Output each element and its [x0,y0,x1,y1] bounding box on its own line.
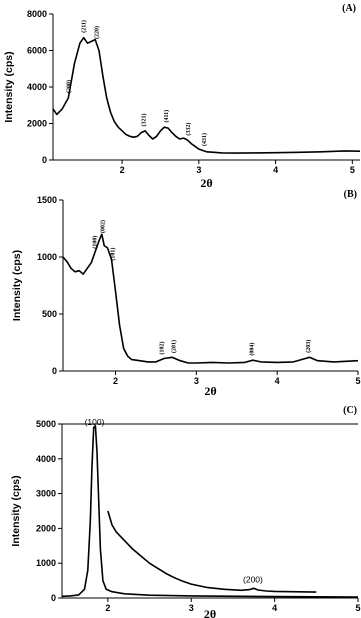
panel-1-label: (A) [342,3,356,14]
panel-1-peak-label: (332) [186,122,193,136]
panel-2-peak-label: (201) [171,340,178,354]
panel-2-peak-label: (100) [92,235,99,249]
panel-3-x-tick-label: 5 [355,603,361,613]
panel-3-x-tick-label: 4 [272,603,278,613]
panel-1-y-tick-label: 8000 [26,9,47,19]
panel-2-peak-label: (102) [159,341,166,355]
panel-2-label: (B) [343,189,357,200]
panel-2-series-line-1 [63,234,358,363]
panel-3-y-axis-label: Intensity (cps) [10,475,22,547]
panel-1-peak-label: (200) [66,79,73,93]
panel-2-peak-label: (101) [110,247,117,261]
panel-2-peak-label: (203) [305,339,312,353]
panel-1-x-tick-label: 3 [196,165,202,175]
panel-3-y-tick-label: 5000 [35,419,56,429]
panel-1-peak-label: (411) [163,109,170,123]
panel-2-x-tick-label: 4 [274,376,280,386]
panel-1-peak-label: (431) [202,132,209,146]
panel-1-y-tick-label: 2000 [26,118,47,129]
panel-2-x-tick-label: 3 [193,376,199,386]
panel-3-series-line-2 [108,511,316,592]
panel-3-series-line-1 [62,426,358,597]
panel-2-y-tick-label: 500 [41,309,57,319]
panel-3-x-axis-label: 2θ [203,607,217,618]
panel-1-y-tick-label: 6000 [26,45,47,56]
panel-3-x-tick-label: 2 [105,603,111,613]
panel-2-x-tick-label: 2 [113,376,119,386]
panel-3-y-tick-label: 3000 [35,488,56,499]
panel-2-y-tick-label: 0 [51,366,57,376]
panel-2-y-axis-label: Intensity (cps) [11,249,23,322]
panel-1-y-tick-label: 4000 [26,82,47,92]
panel-1-x-tick-label: 5 [349,165,355,175]
panel-1-peak-label: (211) [81,20,88,33]
panel-2-y-tick-label: 1000 [36,252,57,262]
panel-2-x-tick-label: 5 [355,376,361,386]
panel-3-y-tick-label: 0 [50,593,56,603]
panel-3-peak-label: (200) [243,574,263,585]
panel-3-peak-label: (100) [84,417,105,427]
panel-1-x-tick-label: 2 [119,165,125,175]
panel-3-y-tick-label: 1000 [35,558,56,569]
panel-2-y-tick-label: 1500 [36,195,57,205]
panel-2-x-axis-label: 2θ [204,384,217,398]
panel-1-peak-label: (321) [141,113,148,127]
panel-1-peak-label: (220) [94,25,101,39]
panel-3-y-tick-label: 2000 [35,523,56,534]
panel-1-y-axis-label: Intensity (cps) [3,51,15,123]
panel-1-x-tick-label: 4 [273,165,279,175]
panel-1-x-axis-label: 2θ [200,176,213,190]
panel-3-y-tick-label: 4000 [35,453,56,464]
panel-2-peak-label: (002) [100,220,107,233]
panel-3-x-tick-label: 3 [188,603,194,613]
panel-1-y-tick-label: 0 [41,155,47,165]
panel-2-peak-label: (004) [249,342,256,356]
panel-3-label: (C) [343,405,357,416]
